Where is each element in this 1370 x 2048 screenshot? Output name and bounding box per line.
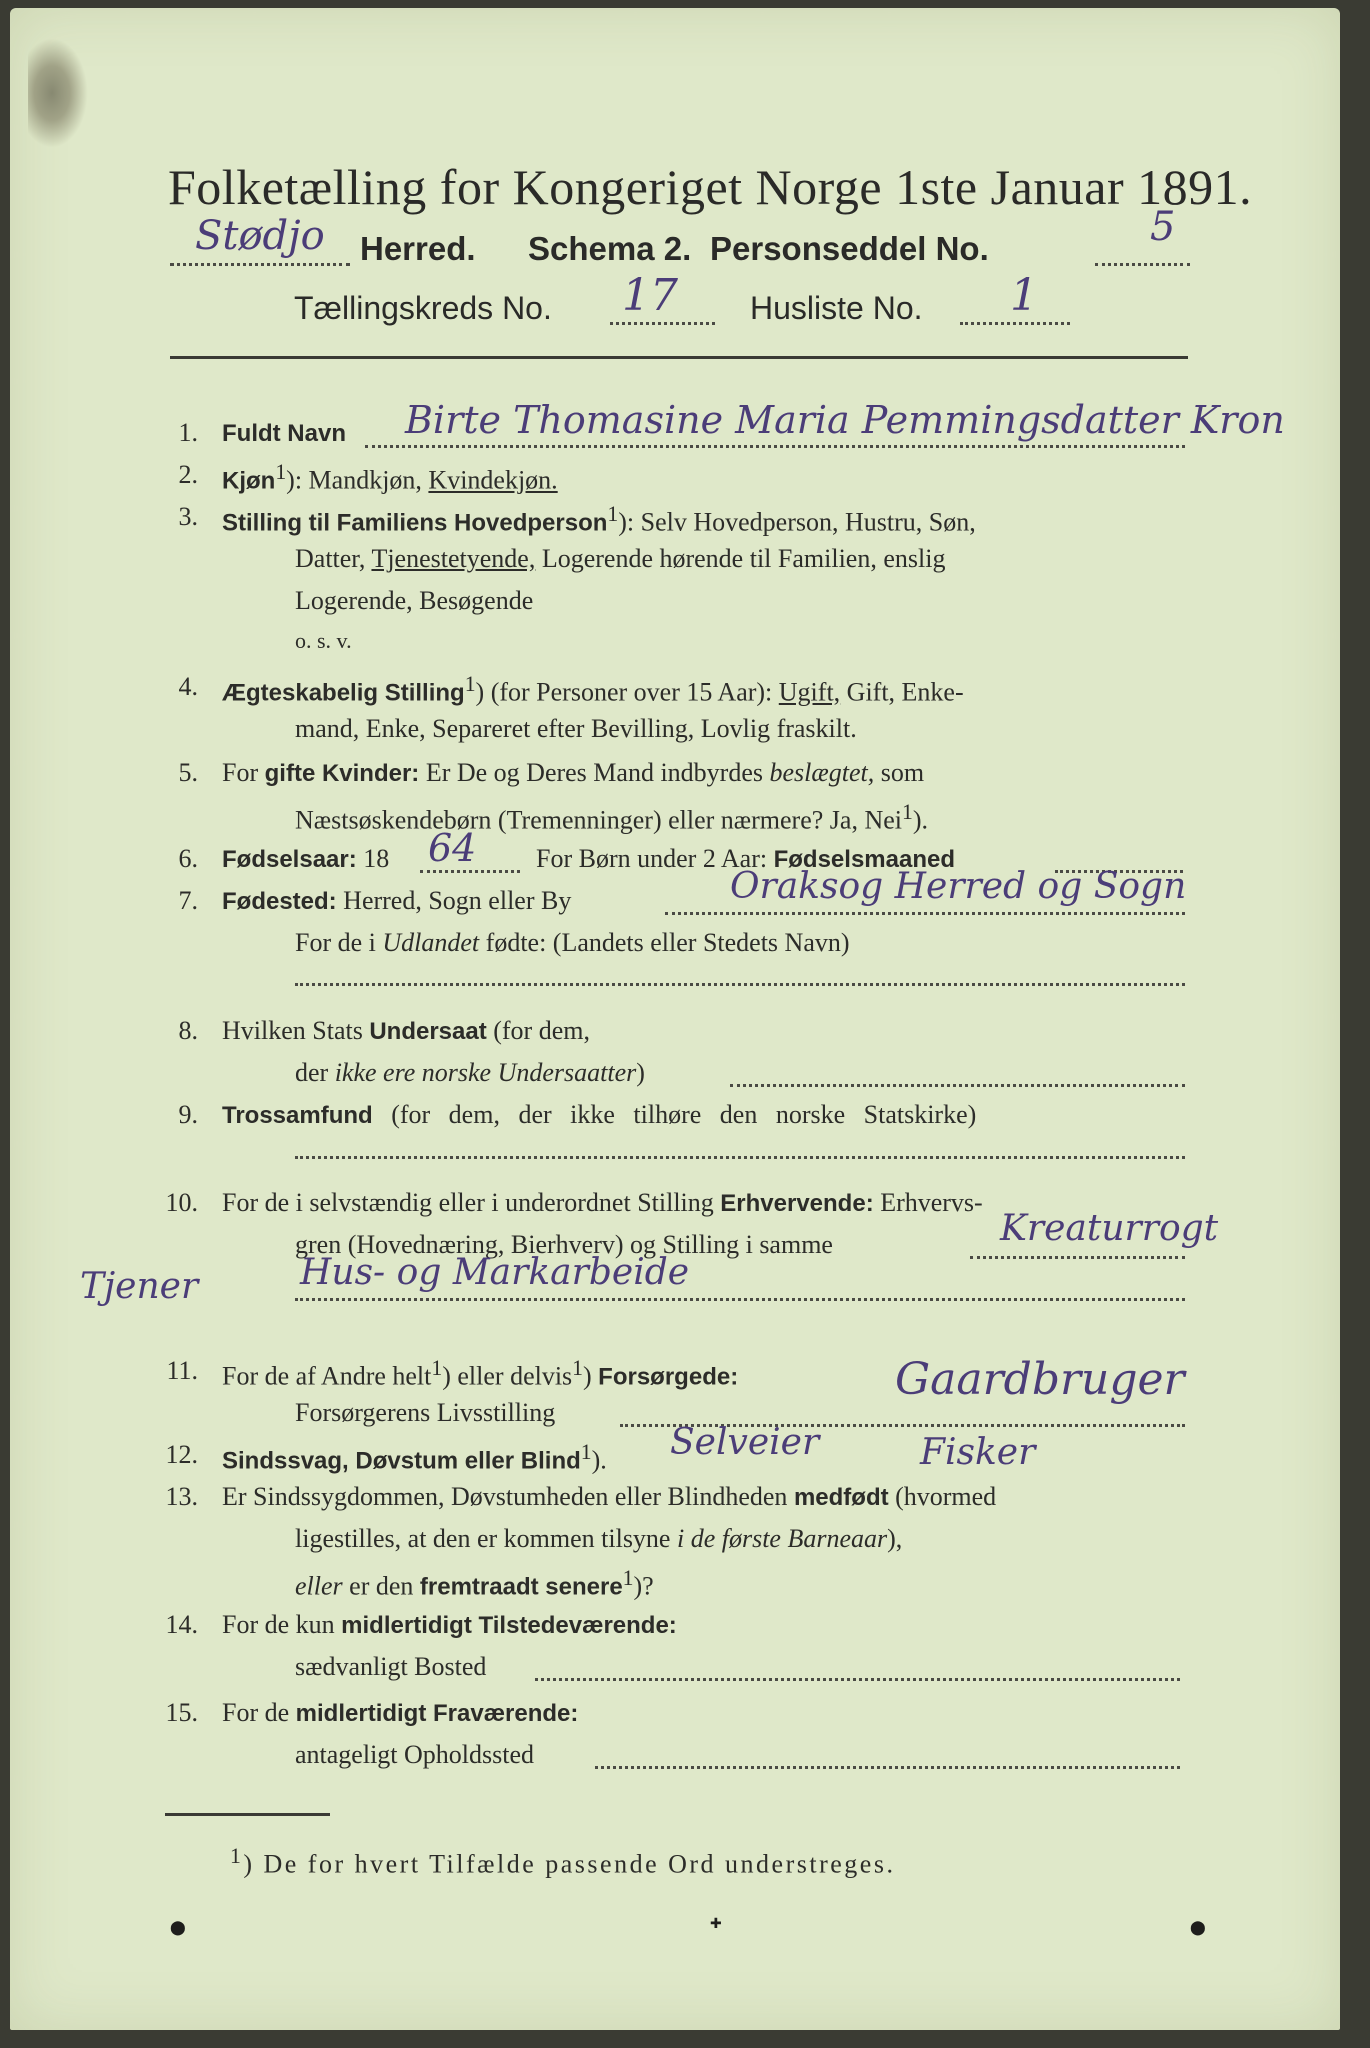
q6-answer: 64 bbox=[428, 826, 477, 870]
q12-line: Sindssvag, Døvstum eller Blind$^1$). bbox=[222, 1440, 607, 1475]
husliste-label: Husliste No. bbox=[750, 290, 923, 326]
herred-label: Herred. bbox=[360, 230, 476, 267]
herred-value: Stødjo bbox=[195, 213, 325, 259]
corner-stain bbox=[28, 38, 88, 148]
q11-answer: Gaardbruger bbox=[895, 1354, 1185, 1405]
q7-line2: For de i Udlandet fødte: (Landets eller Stedets Navn) bbox=[295, 928, 850, 957]
q10-dotted-line-1 bbox=[970, 1256, 1185, 1259]
q8-dotted-line bbox=[730, 1084, 1185, 1087]
q6-line-rest: For Børn under 2 Aar: Fødselsmaaned bbox=[536, 844, 955, 873]
herred-dotted-line bbox=[170, 263, 350, 266]
q5-line2: Næstsøskendebørn (Tremenninger) eller nærmere? Ja, Nei$^1$). bbox=[295, 800, 928, 835]
q3-line1: Stilling til Familiens Hovedperson$^1$): Selv Hovedperson, Hustru, Søn, bbox=[222, 502, 976, 537]
personseddel-label: Personseddel No. bbox=[710, 230, 989, 267]
q10-answer-2: Hus- og Markarbeide bbox=[300, 1252, 690, 1293]
q7-answer: Oraksog Herred og Sogn bbox=[730, 866, 1187, 907]
q10-line2: gren (Hovednæring, Bierhverv) og Stilling i samme bbox=[295, 1230, 833, 1259]
q7-extra-dotted-line bbox=[295, 983, 1185, 986]
register-mark-left: ⬤ bbox=[170, 1921, 186, 1936]
q9-number: 9. bbox=[178, 1100, 198, 1129]
personseddel-dotted-line bbox=[1095, 263, 1190, 266]
q10-answer-1: Kreaturrogt bbox=[1000, 1208, 1219, 1249]
q1-answer: Birte Thomasine Maria Pemmingsdatter Kron bbox=[405, 398, 1285, 442]
q5-line1: For gifte Kvinder: Er De og Deres Mand indbyrdes beslægtet, som bbox=[222, 758, 925, 787]
q12-answer-2: Fisker bbox=[920, 1432, 1036, 1473]
taellingskreds-dotted-line bbox=[610, 322, 715, 325]
q2-underlined-answer: Kvindekjøn. bbox=[428, 465, 558, 495]
q7-line1: Fødested: Herred, Sogn eller By bbox=[222, 886, 572, 915]
q11-number: 11. bbox=[166, 1356, 198, 1385]
footnote: $^1$) De for hvert Tilfælde passende Ord understreges. bbox=[230, 1844, 896, 1879]
form-title: Folketælling for Kongeriget Norge 1ste Januar 1891. bbox=[168, 159, 1253, 215]
header-rule bbox=[170, 356, 1188, 359]
q1-label: Fuldt Navn bbox=[222, 420, 346, 447]
q3-underlined-answer: Tjenestetyende, bbox=[371, 544, 536, 573]
q3-line2: Datter, Tjenestetyende, Logerende hørende til Familien, enslig bbox=[295, 544, 946, 573]
q9-line: Trossamfund (for dem, der ikke tilhøre den norske Statskirke) bbox=[222, 1100, 977, 1129]
q7-dotted-line bbox=[665, 912, 1185, 915]
q14-line2: sædvanligt Bosted bbox=[295, 1652, 487, 1681]
q6-line: Fødselsaar: 18 bbox=[222, 844, 390, 873]
q4-number: 4. bbox=[178, 672, 198, 701]
q15-line1: For de midlertidigt Fraværende: bbox=[222, 1698, 579, 1727]
q13-line3: eller er den fremtraadt senere$^1$)? bbox=[295, 1566, 654, 1601]
q6-number: 6. bbox=[178, 844, 198, 873]
q15-number: 15. bbox=[165, 1698, 198, 1727]
q11-line2: Forsørgerens Livsstilling bbox=[295, 1398, 556, 1427]
q15-dotted-line bbox=[595, 1766, 1180, 1769]
q1-dotted-line bbox=[365, 445, 1185, 448]
q10-line1: For de i selvstændig eller i underordnet Stilling Erhvervende: Erhvervs- bbox=[222, 1188, 983, 1217]
q4-line1: Ægteskabelig Stilling$^1$) (for Personer over 15 Aar): Ugift, Gift, Enke- bbox=[222, 672, 964, 707]
q13-line2: ligestilles, at den er kommen tilsyne i de første Barneaar), bbox=[295, 1524, 903, 1553]
q13-line1: Er Sindssygdommen, Døvstumheden eller Blindheden medfødt (hvormed bbox=[222, 1482, 997, 1511]
q6-year-dotted-line bbox=[420, 870, 520, 873]
q2-number: 2. bbox=[178, 460, 198, 489]
q7-number: 7. bbox=[178, 886, 198, 915]
husliste-dotted-line bbox=[960, 322, 1070, 325]
q3-line3: Logerende, Besøgende bbox=[295, 586, 534, 615]
q9-dotted-line bbox=[295, 1156, 1185, 1159]
q8-line2: der ikke ere norske Undersaatter) bbox=[295, 1058, 645, 1087]
q14-line1: For de kun midlertidigt Tilstedeværende: bbox=[222, 1610, 677, 1639]
register-mark-right: ⬤ bbox=[1190, 1921, 1206, 1936]
q14-dotted-line bbox=[535, 1678, 1180, 1681]
q1-number: 1. bbox=[178, 418, 198, 447]
q4-underlined-answer: Ugift, bbox=[778, 677, 841, 707]
q15-line2: antageligt Opholdssted bbox=[295, 1740, 535, 1769]
schema-label: Schema 2. bbox=[528, 230, 692, 267]
q11-line1: For de af Andre helt$^1$) eller delvis$^1$) Forsørgede: bbox=[222, 1356, 739, 1391]
taellingskreds-label: Tællingskreds No. bbox=[294, 290, 552, 326]
q12-answer: Selveier bbox=[670, 1422, 820, 1463]
register-mark-center: ✚ bbox=[710, 1917, 722, 1932]
q10-number: 10. bbox=[165, 1188, 198, 1217]
taellingskreds-value: 17 bbox=[622, 270, 678, 321]
q10-dotted-line-2 bbox=[295, 1298, 1185, 1301]
q8-line1: Hvilken Stats Undersaat (for dem, bbox=[222, 1016, 590, 1045]
q4-line2: mand, Enke, Separeret efter Bevilling, Lovlig fraskilt. bbox=[295, 714, 857, 743]
q12-number: 12. bbox=[165, 1440, 198, 1469]
q3-number: 3. bbox=[178, 502, 198, 531]
q5-number: 5. bbox=[178, 758, 198, 787]
husliste-value: 1 bbox=[1010, 270, 1038, 321]
census-form-page bbox=[10, 8, 1340, 2030]
footnote-rule bbox=[165, 1813, 330, 1816]
q8-number: 8. bbox=[178, 1016, 198, 1045]
q10-margin-note: Tjener bbox=[80, 1266, 199, 1307]
q2-text: Kjøn$^1$): Mandkjøn, Kvindekjøn. bbox=[222, 460, 558, 495]
q3-line4: o. s. v. bbox=[295, 628, 352, 653]
q14-number: 14. bbox=[165, 1610, 198, 1639]
personseddel-value: 5 bbox=[1150, 204, 1176, 250]
q13-number: 13. bbox=[165, 1482, 198, 1511]
